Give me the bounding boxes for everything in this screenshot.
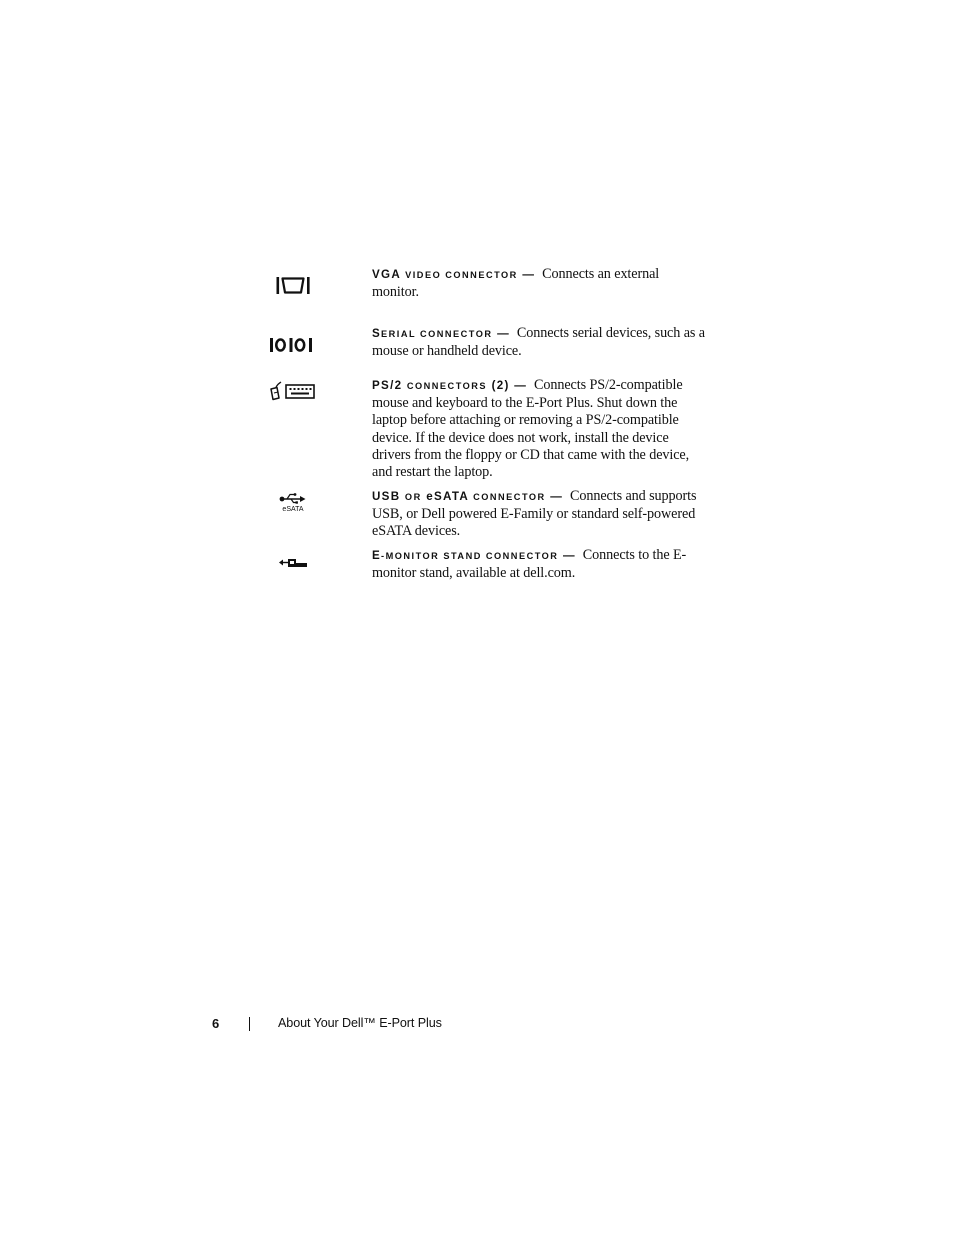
vga-connector-icon xyxy=(276,276,310,296)
usb-esata-icon-cell xyxy=(258,492,328,532)
usb-esata-icon-group xyxy=(279,492,307,514)
vga-heading-dash: — xyxy=(522,268,536,281)
serial-heading-main: S xyxy=(372,327,382,340)
footer-title: About Your Dell™ E-Port Plus xyxy=(278,1016,442,1030)
vga-heading-small: VIDEO CONNECTOR xyxy=(405,270,518,280)
page-footer xyxy=(0,1014,954,1036)
keyboard-icon xyxy=(286,385,314,398)
e-monitor-heading-dash: — xyxy=(562,549,576,562)
e-monitor-stand-connector-icon xyxy=(278,557,308,569)
vga-heading xyxy=(372,268,535,281)
serial-connector-text xyxy=(372,325,706,360)
ps2-icon-cell xyxy=(258,381,328,421)
serial-heading-small: ERIAL CONNECTOR xyxy=(381,329,493,339)
serial-heading-dash: — xyxy=(497,327,510,340)
serial-connector-icon xyxy=(269,336,317,354)
ps2-description: Connects PS/2-compatible mouse and keyboard to the E-Port Plus. Shut down the laptop before attaching or removing a PS/2-compatible device. If the device does not work, install the device drivers from the floppy or CD that came with the device, and restart the laptop. xyxy=(372,377,690,481)
e-monitor-heading-main: E xyxy=(372,549,382,562)
usb-esata-connector-text xyxy=(372,488,706,541)
usb-esata-heading-main: USB xyxy=(372,490,401,503)
vga-heading-main: VGA xyxy=(372,268,401,281)
usb-esata-heading-main2: eSATA xyxy=(426,490,469,503)
e-monitor-description: Connects to the E-monitor stand, available at dell.com. xyxy=(372,547,687,582)
e-monitor-icon-cell xyxy=(258,557,328,597)
ps2-heading-suffix: (2) xyxy=(491,379,510,392)
e-monitor-heading-small: -MONITOR STAND CONNECTOR xyxy=(381,551,559,561)
ps2-heading-main: PS/2 xyxy=(372,379,403,392)
usb-esata-description: Connects and supports USB, or Dell powered E-Family or standard self-powered eSATA devices. xyxy=(372,488,697,540)
serial-heading xyxy=(372,327,510,340)
ps2-connector-icon xyxy=(268,381,318,401)
usb-esata-heading-small: OR xyxy=(404,492,422,502)
serial-icon-cell xyxy=(258,336,328,376)
page-number: 6 xyxy=(212,1016,220,1031)
vga-connector-text xyxy=(372,266,706,301)
mouse-icon xyxy=(271,388,279,400)
vga-description: Connects an external monitor. xyxy=(372,266,660,301)
e-monitor-heading xyxy=(372,549,576,562)
ps2-connector-text xyxy=(372,377,706,481)
usb-esata-connector-icon xyxy=(279,492,307,504)
esata-icon-label: eSATA xyxy=(282,506,304,513)
usb-esata-heading xyxy=(372,490,563,503)
usb-esata-heading-small2: CONNECTOR xyxy=(473,492,546,502)
ps2-heading-dash: — xyxy=(514,379,528,392)
serial-description: Connects serial devices, such as a mouse or handheld device. xyxy=(372,325,705,360)
e-monitor-stand-connector-text xyxy=(372,547,706,582)
ps2-heading-small: CONNECTORS xyxy=(406,381,488,391)
usb-esata-heading-dash: — xyxy=(550,490,564,503)
vga-icon-cell xyxy=(258,276,328,316)
footer-divider xyxy=(249,1017,250,1031)
ps2-heading xyxy=(372,379,527,392)
